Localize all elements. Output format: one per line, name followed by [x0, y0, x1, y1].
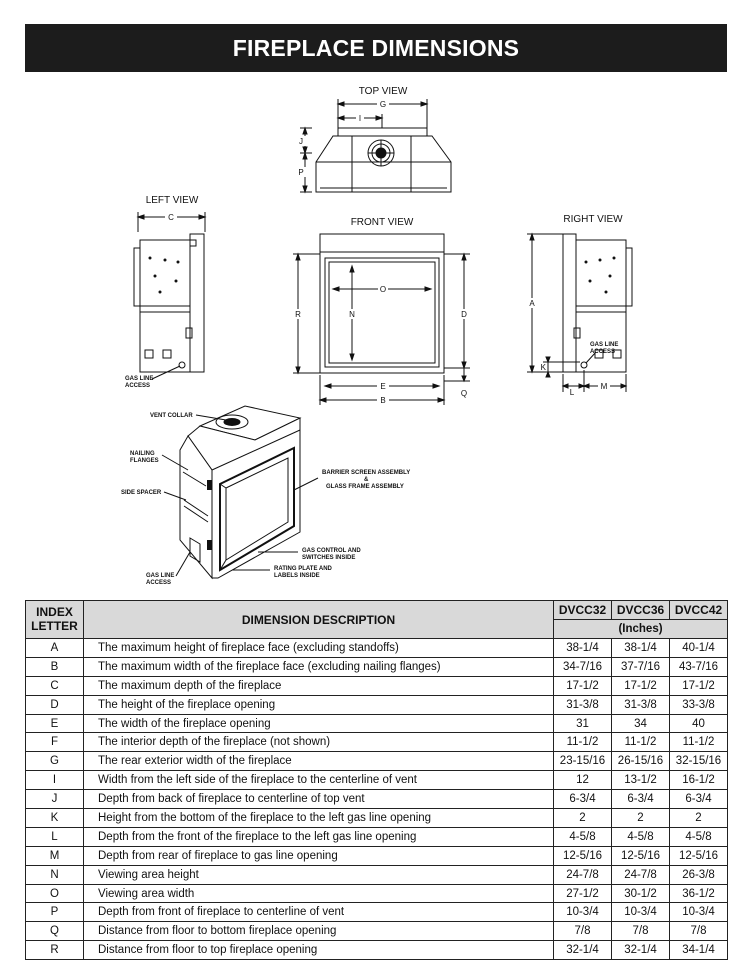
dvcc36-value-cell: 38-1/4	[612, 639, 670, 658]
dvcc32-value-cell: 11-1/2	[554, 733, 612, 752]
dvcc36-value-cell: 7/8	[612, 922, 670, 941]
dvcc42-value-cell: 4-5/8	[670, 827, 728, 846]
barrier-screen-3: GLASS FRAME ASSEMBLY	[326, 484, 404, 490]
dim-letter-p: P	[298, 168, 304, 177]
table-row	[26, 695, 728, 714]
table-row	[26, 809, 728, 828]
table-row	[26, 733, 728, 752]
dimension-drawings	[0, 78, 750, 593]
table-row	[26, 752, 728, 771]
dvcc36-value-cell: 13-1/2	[612, 771, 670, 790]
dim-letter-d: D	[461, 310, 467, 319]
right-view-label: RIGHT VIEW	[563, 214, 623, 225]
header-units: (Inches)	[554, 620, 728, 639]
description-cell: The maximum height of fireplace face (excluding standoffs)	[84, 639, 554, 658]
dvcc32-value-cell: 17-1/2	[554, 676, 612, 695]
table-row	[26, 790, 728, 809]
gas-line-access-iso-1: GAS LINE	[146, 573, 175, 579]
description-cell: The maximum depth of the fireplace	[84, 676, 554, 695]
table-row	[26, 639, 728, 658]
dvcc36-value-cell: 17-1/2	[612, 676, 670, 695]
front-view	[292, 217, 470, 405]
dvcc42-value-cell: 12-5/16	[670, 846, 728, 865]
left-view	[125, 195, 205, 389]
index-letter-cell: C	[26, 676, 84, 695]
table-row	[26, 884, 728, 903]
description-cell: Distance from floor to top fireplace opening	[84, 941, 554, 960]
index-letter-cell: K	[26, 809, 84, 828]
dvcc32-value-cell: 23-15/16	[554, 752, 612, 771]
index-letter-cell: D	[26, 695, 84, 714]
header-description: DIMENSION DESCRIPTION	[84, 601, 554, 639]
index-letter-cell: N	[26, 865, 84, 884]
dim-letter-q: Q	[460, 389, 468, 398]
rating-plate-1: RATING PLATE AND	[274, 566, 332, 572]
dvcc42-value-cell: 17-1/2	[670, 676, 728, 695]
description-cell: The rear exterior width of the fireplace	[84, 752, 554, 771]
header-model-1: DVCC32	[554, 601, 612, 620]
left-view-label: LEFT VIEW	[145, 195, 199, 206]
dvcc36-value-cell: 4-5/8	[612, 827, 670, 846]
table-row	[26, 903, 728, 922]
dim-letter-o: O	[379, 285, 387, 294]
dvcc32-value-cell: 24-7/8	[554, 865, 612, 884]
page-title: FIREPLACE DIMENSIONS	[25, 24, 727, 72]
header-index-1: INDEX	[36, 604, 73, 619]
nailing-flanges-1: NAILING	[130, 451, 155, 457]
dim-letter-l: L	[569, 388, 575, 397]
dvcc42-value-cell: 40-1/4	[670, 639, 728, 658]
table-row	[26, 771, 728, 790]
dim-letter-c: C	[168, 213, 174, 222]
dvcc32-value-cell: 12	[554, 771, 612, 790]
dvcc32-value-cell: 34-7/16	[554, 657, 612, 676]
table-row	[26, 922, 728, 941]
description-cell: Width from the left side of the fireplace to the centerline of vent	[84, 771, 554, 790]
dvcc36-value-cell: 2	[612, 809, 670, 828]
gas-line-access-right-1: GAS LINE	[590, 342, 619, 348]
table-row	[26, 846, 728, 865]
index-letter-cell: O	[26, 884, 84, 903]
dim-letter-e: E	[380, 382, 386, 391]
dimensions-table	[25, 600, 728, 960]
index-letter-cell: P	[26, 903, 84, 922]
right-view	[526, 214, 632, 397]
dvcc42-value-cell: 6-3/4	[670, 790, 728, 809]
top-view-label: TOP VIEW	[358, 86, 408, 97]
dvcc36-value-cell: 32-1/4	[612, 941, 670, 960]
dim-letter-g: G	[379, 100, 387, 109]
top-view	[296, 86, 451, 192]
dvcc36-value-cell: 11-1/2	[612, 733, 670, 752]
description-cell: Viewing area height	[84, 865, 554, 884]
dvcc36-value-cell: 34	[612, 714, 670, 733]
technical-drawing	[0, 78, 750, 593]
table-row	[26, 941, 728, 960]
dvcc32-value-cell: 32-1/4	[554, 941, 612, 960]
dim-letter-r: R	[295, 310, 301, 319]
dvcc32-value-cell: 7/8	[554, 922, 612, 941]
table-row	[26, 676, 728, 695]
dvcc36-value-cell: 12-5/16	[612, 846, 670, 865]
dim-letter-k: K	[540, 363, 546, 372]
dvcc42-value-cell: 7/8	[670, 922, 728, 941]
header-index-2: LETTER	[31, 618, 78, 633]
dvcc32-value-cell: 6-3/4	[554, 790, 612, 809]
description-cell: The interior depth of the fireplace (not shown)	[84, 733, 554, 752]
barrier-screen-2: &	[364, 477, 369, 483]
dvcc42-value-cell: 34-1/4	[670, 941, 728, 960]
dvcc42-value-cell: 26-3/8	[670, 865, 728, 884]
description-cell: Depth from the front of the fireplace to the left gas line opening	[84, 827, 554, 846]
vent-collar-label: VENT COLLAR	[150, 413, 193, 419]
index-letter-cell: E	[26, 714, 84, 733]
dvcc32-value-cell: 2	[554, 809, 612, 828]
dvcc36-value-cell: 26-15/16	[612, 752, 670, 771]
dvcc42-value-cell: 10-3/4	[670, 903, 728, 922]
description-cell: Height from the bottom of the fireplace to the left gas line opening	[84, 809, 554, 828]
index-letter-cell: L	[26, 827, 84, 846]
dvcc32-value-cell: 31	[554, 714, 612, 733]
description-cell: Depth from back of fireplace to centerline of top vent	[84, 790, 554, 809]
dvcc42-value-cell: 43-7/16	[670, 657, 728, 676]
isometric-view	[121, 406, 410, 586]
table-row	[26, 657, 728, 676]
dvcc42-value-cell: 32-15/16	[670, 752, 728, 771]
dvcc32-value-cell: 4-5/8	[554, 827, 612, 846]
front-view-label: FRONT VIEW	[350, 217, 414, 228]
barrier-screen-1: BARRIER SCREEN ASSEMBLY	[322, 470, 411, 476]
dvcc32-value-cell: 38-1/4	[554, 639, 612, 658]
index-letter-cell: M	[26, 846, 84, 865]
dvcc36-value-cell: 30-1/2	[612, 884, 670, 903]
gas-line-access-iso-2: ACCESS	[146, 580, 172, 586]
index-letter-cell: Q	[26, 922, 84, 941]
index-letter-cell: I	[26, 771, 84, 790]
gas-line-access-right-2: ACCESS	[590, 349, 616, 355]
dvcc42-value-cell: 40	[670, 714, 728, 733]
header-index-letter	[26, 601, 84, 639]
header-model-3: DVCC42	[670, 601, 728, 620]
index-letter-cell: J	[26, 790, 84, 809]
index-letter-cell: B	[26, 657, 84, 676]
table-body	[26, 639, 728, 960]
description-cell: Distance from floor to bottom fireplace opening	[84, 922, 554, 941]
dvcc36-value-cell: 24-7/8	[612, 865, 670, 884]
side-spacer-label: SIDE SPACER	[121, 490, 162, 496]
description-cell: The width of the fireplace opening	[84, 714, 554, 733]
rating-plate-2: LABELS INSIDE	[274, 573, 320, 579]
dvcc32-value-cell: 31-3/8	[554, 695, 612, 714]
dvcc42-value-cell: 11-1/2	[670, 733, 728, 752]
dvcc32-value-cell: 10-3/4	[554, 903, 612, 922]
description-cell: The maximum width of the fireplace face (excluding nailing flanges)	[84, 657, 554, 676]
nailing-flanges-2: FLANGES	[130, 458, 159, 464]
dvcc42-value-cell: 16-1/2	[670, 771, 728, 790]
index-letter-cell: R	[26, 941, 84, 960]
dvcc36-value-cell: 37-7/16	[612, 657, 670, 676]
description-cell: Viewing area width	[84, 884, 554, 903]
gas-control-1: GAS CONTROL AND	[302, 548, 361, 554]
index-letter-cell: A	[26, 639, 84, 658]
dvcc42-value-cell: 36-1/2	[670, 884, 728, 903]
index-letter-cell: F	[26, 733, 84, 752]
dvcc42-value-cell: 2	[670, 809, 728, 828]
table-row	[26, 714, 728, 733]
dim-letter-i: I	[358, 114, 362, 123]
description-cell: Depth from rear of fireplace to gas line opening	[84, 846, 554, 865]
gas-line-access-left-2: ACCESS	[125, 383, 151, 389]
index-letter-cell: G	[26, 752, 84, 771]
dvcc36-value-cell: 10-3/4	[612, 903, 670, 922]
header-model-2: DVCC36	[612, 601, 670, 620]
dim-letter-n: N	[349, 310, 355, 319]
dim-letter-m: M	[600, 382, 608, 391]
dvcc36-value-cell: 31-3/8	[612, 695, 670, 714]
table-row	[26, 827, 728, 846]
gas-control-2: SWITCHES INSIDE	[302, 555, 356, 561]
description-cell: Depth from front of fireplace to centerline of vent	[84, 903, 554, 922]
dvcc32-value-cell: 12-5/16	[554, 846, 612, 865]
dim-letter-j: J	[299, 137, 303, 146]
dim-letter-b: B	[380, 396, 386, 405]
description-cell: The height of the fireplace opening	[84, 695, 554, 714]
dvcc42-value-cell: 33-3/8	[670, 695, 728, 714]
gas-line-access-left-1: GAS LINE	[125, 376, 154, 382]
dvcc36-value-cell: 6-3/4	[612, 790, 670, 809]
dvcc32-value-cell: 27-1/2	[554, 884, 612, 903]
table-row	[26, 865, 728, 884]
dim-letter-a: A	[529, 299, 535, 308]
